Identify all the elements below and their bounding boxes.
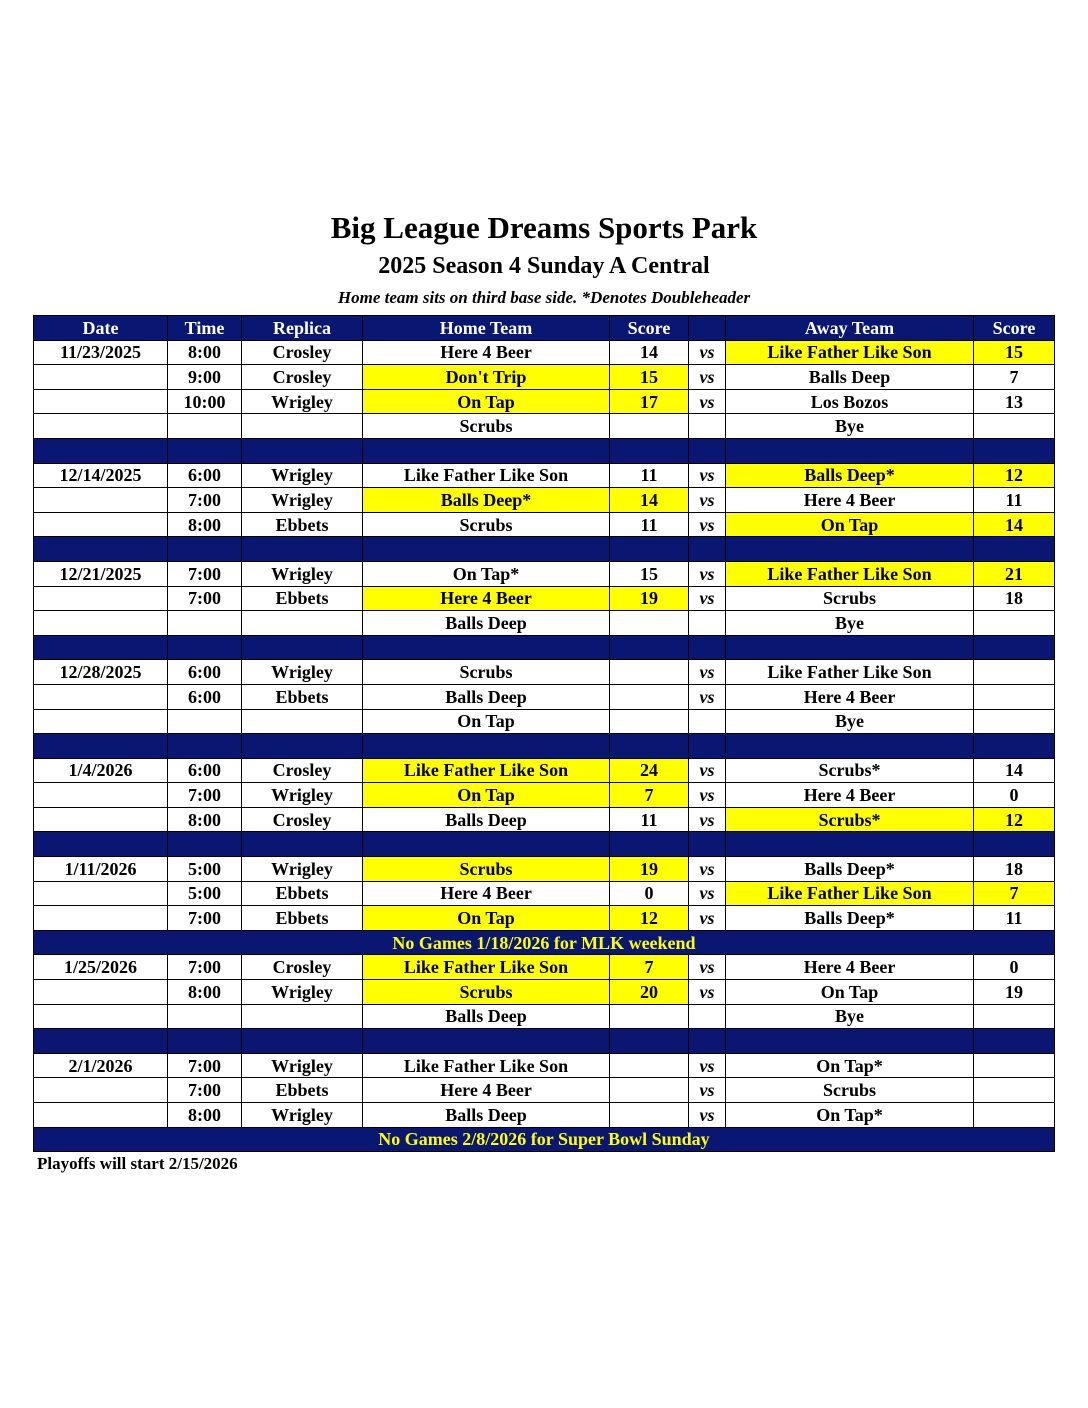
away-score-cell bbox=[974, 684, 1055, 709]
away-team-cell: Like Father Like Son bbox=[726, 561, 974, 586]
home-team-cell: Scrubs bbox=[363, 512, 610, 537]
game-row bbox=[34, 1078, 1055, 1103]
vs-cell: vs bbox=[689, 586, 726, 611]
game-row bbox=[34, 1053, 1055, 1078]
home-team-cell: Balls Deep bbox=[363, 1004, 610, 1029]
separator-cell bbox=[363, 1029, 610, 1054]
date-cell bbox=[34, 611, 168, 636]
away-score-cell bbox=[974, 709, 1055, 734]
home-score-cell bbox=[610, 414, 689, 439]
vs-cell: vs bbox=[689, 1053, 726, 1078]
away-team-cell: Bye bbox=[726, 611, 974, 636]
separator-cell bbox=[974, 438, 1055, 463]
col-vs bbox=[689, 316, 726, 341]
away-team-cell: Bye bbox=[726, 709, 974, 734]
separator-cell bbox=[242, 1029, 363, 1054]
separator-cell bbox=[242, 438, 363, 463]
game-row bbox=[34, 758, 1055, 783]
game-row bbox=[34, 955, 1055, 980]
vs-cell: vs bbox=[689, 512, 726, 537]
header-note: Home team sits on third base side. *Denotes Doubleheader bbox=[337, 288, 751, 307]
home-score-cell: 17 bbox=[610, 389, 689, 414]
away-score-cell: 7 bbox=[974, 365, 1055, 390]
separator-cell bbox=[689, 1029, 726, 1054]
date-cell bbox=[34, 1004, 168, 1029]
vs-cell: vs bbox=[689, 857, 726, 882]
separator-cell bbox=[168, 635, 242, 660]
away-score-cell: 15 bbox=[974, 340, 1055, 365]
vs-cell bbox=[689, 1004, 726, 1029]
date-cell: 12/21/2025 bbox=[34, 561, 168, 586]
date-cell bbox=[34, 512, 168, 537]
time-cell bbox=[168, 709, 242, 734]
time-cell bbox=[168, 414, 242, 439]
away-score-cell bbox=[974, 1078, 1055, 1103]
separator-cell bbox=[974, 537, 1055, 562]
vs-cell: vs bbox=[689, 660, 726, 685]
home-score-cell: 24 bbox=[610, 758, 689, 783]
home-score-cell bbox=[610, 1078, 689, 1103]
game-row bbox=[34, 807, 1055, 832]
time-cell: 10:00 bbox=[168, 389, 242, 414]
separator-cell bbox=[726, 832, 974, 857]
away-team-cell: Bye bbox=[726, 414, 974, 439]
time-cell bbox=[168, 1004, 242, 1029]
home-score-cell bbox=[610, 1103, 689, 1128]
replica-cell: Crosley bbox=[242, 807, 363, 832]
separator-cell bbox=[689, 832, 726, 857]
no-games-banner-row bbox=[34, 930, 1055, 955]
home-team-cell: Balls Deep* bbox=[363, 488, 610, 513]
home-score-cell: 11 bbox=[610, 512, 689, 537]
time-cell: 6:00 bbox=[168, 660, 242, 685]
separator-cell bbox=[242, 832, 363, 857]
away-score-cell: 0 bbox=[974, 955, 1055, 980]
game-row bbox=[34, 857, 1055, 882]
away-team-cell: Balls Deep* bbox=[726, 906, 974, 931]
separator-cell bbox=[242, 635, 363, 660]
replica-cell: Ebbets bbox=[242, 881, 363, 906]
away-score-cell bbox=[974, 660, 1055, 685]
separator-cell bbox=[610, 1029, 689, 1054]
game-row bbox=[34, 414, 1055, 439]
separator-cell bbox=[610, 734, 689, 759]
schedule-table bbox=[33, 315, 1055, 1152]
time-cell: 8:00 bbox=[168, 512, 242, 537]
no-games-banner: No Games 2/8/2026 for Super Bowl Sunday bbox=[34, 1127, 1055, 1152]
date-cell bbox=[34, 684, 168, 709]
separator-cell bbox=[610, 832, 689, 857]
separator-cell bbox=[689, 635, 726, 660]
replica-cell: Crosley bbox=[242, 365, 363, 390]
separator-cell bbox=[363, 734, 610, 759]
page-title: Big League Dreams Sports Park bbox=[330, 210, 758, 245]
home-team-cell: On Tap* bbox=[363, 561, 610, 586]
vs-cell: vs bbox=[689, 389, 726, 414]
col-date: Date bbox=[34, 316, 168, 341]
home-team-cell: Balls Deep bbox=[363, 611, 610, 636]
home-score-cell bbox=[610, 684, 689, 709]
replica-cell: Ebbets bbox=[242, 512, 363, 537]
time-cell: 7:00 bbox=[168, 586, 242, 611]
game-row bbox=[34, 980, 1055, 1005]
vs-cell: vs bbox=[689, 365, 726, 390]
replica-cell: Wrigley bbox=[242, 561, 363, 586]
time-cell: 7:00 bbox=[168, 906, 242, 931]
date-cell bbox=[34, 783, 168, 808]
replica-cell: Wrigley bbox=[242, 1103, 363, 1128]
time-cell: 8:00 bbox=[168, 980, 242, 1005]
no-games-banner: No Games 1/18/2026 for MLK weekend bbox=[34, 930, 1055, 955]
vs-cell: vs bbox=[689, 1103, 726, 1128]
time-cell: 5:00 bbox=[168, 857, 242, 882]
vs-cell: vs bbox=[689, 980, 726, 1005]
replica-cell: Wrigley bbox=[242, 488, 363, 513]
home-score-cell: 19 bbox=[610, 586, 689, 611]
away-score-cell: 19 bbox=[974, 980, 1055, 1005]
away-team-cell: Here 4 Beer bbox=[726, 488, 974, 513]
time-cell: 8:00 bbox=[168, 340, 242, 365]
vs-cell bbox=[689, 611, 726, 636]
separator-cell bbox=[363, 537, 610, 562]
separator-cell bbox=[726, 438, 974, 463]
game-row bbox=[34, 611, 1055, 636]
home-score-cell: 11 bbox=[610, 463, 689, 488]
vs-cell: vs bbox=[689, 1078, 726, 1103]
separator-cell bbox=[610, 537, 689, 562]
separator-cell bbox=[363, 635, 610, 660]
vs-cell: vs bbox=[689, 955, 726, 980]
home-team-cell: On Tap bbox=[363, 906, 610, 931]
home-team-cell: Scrubs bbox=[363, 980, 610, 1005]
home-team-cell: Like Father Like Son bbox=[363, 463, 610, 488]
separator-cell bbox=[974, 734, 1055, 759]
away-score-cell: 11 bbox=[974, 488, 1055, 513]
home-score-cell: 12 bbox=[610, 906, 689, 931]
home-team-cell: Here 4 Beer bbox=[363, 1078, 610, 1103]
time-cell bbox=[168, 611, 242, 636]
time-cell: 6:00 bbox=[168, 463, 242, 488]
away-score-cell bbox=[974, 1004, 1055, 1029]
replica-cell: Wrigley bbox=[242, 389, 363, 414]
separator-cell bbox=[34, 1029, 168, 1054]
replica-cell: Wrigley bbox=[242, 783, 363, 808]
away-team-cell: Like Father Like Son bbox=[726, 660, 974, 685]
game-row bbox=[34, 488, 1055, 513]
away-score-cell: 21 bbox=[974, 561, 1055, 586]
col-home-team: Home Team bbox=[363, 316, 610, 341]
replica-cell bbox=[242, 611, 363, 636]
home-score-cell bbox=[610, 611, 689, 636]
vs-cell: vs bbox=[689, 488, 726, 513]
schedule-body bbox=[34, 340, 1055, 1152]
replica-cell: Ebbets bbox=[242, 684, 363, 709]
date-cell bbox=[34, 1103, 168, 1128]
time-cell: 7:00 bbox=[168, 488, 242, 513]
away-score-cell: 7 bbox=[974, 881, 1055, 906]
away-team-cell: Here 4 Beer bbox=[726, 684, 974, 709]
col-away-score: Score bbox=[974, 316, 1055, 341]
vs-cell: vs bbox=[689, 463, 726, 488]
separator-cell bbox=[34, 635, 168, 660]
separator-cell bbox=[689, 537, 726, 562]
time-cell: 6:00 bbox=[168, 758, 242, 783]
home-score-cell: 15 bbox=[610, 365, 689, 390]
page-subtitle: 2025 Season 4 Sunday A Central bbox=[378, 253, 710, 279]
replica-cell: Crosley bbox=[242, 758, 363, 783]
home-team-cell: Balls Deep bbox=[363, 807, 610, 832]
away-score-cell bbox=[974, 611, 1055, 636]
game-row bbox=[34, 340, 1055, 365]
time-cell: 7:00 bbox=[168, 955, 242, 980]
separator-cell bbox=[726, 537, 974, 562]
home-score-cell: 14 bbox=[610, 340, 689, 365]
separator-cell bbox=[610, 635, 689, 660]
separator-cell bbox=[242, 537, 363, 562]
replica-cell: Ebbets bbox=[242, 1078, 363, 1103]
separator-cell bbox=[689, 438, 726, 463]
separator-cell bbox=[974, 1029, 1055, 1054]
game-row bbox=[34, 586, 1055, 611]
away-team-cell: On Tap bbox=[726, 512, 974, 537]
game-row bbox=[34, 512, 1055, 537]
home-score-cell bbox=[610, 709, 689, 734]
separator-cell bbox=[726, 734, 974, 759]
separator-cell bbox=[168, 734, 242, 759]
vs-cell: vs bbox=[689, 684, 726, 709]
away-team-cell: On Tap bbox=[726, 980, 974, 1005]
separator-cell bbox=[363, 832, 610, 857]
game-row bbox=[34, 1103, 1055, 1128]
date-cell bbox=[34, 1078, 168, 1103]
away-team-cell: Los Bozos bbox=[726, 389, 974, 414]
separator-cell bbox=[242, 734, 363, 759]
date-cell bbox=[34, 980, 168, 1005]
replica-cell: Wrigley bbox=[242, 660, 363, 685]
home-team-cell: Balls Deep bbox=[363, 1103, 610, 1128]
separator-cell bbox=[726, 1029, 974, 1054]
date-cell: 1/25/2026 bbox=[34, 955, 168, 980]
date-cell bbox=[34, 881, 168, 906]
date-cell: 1/4/2026 bbox=[34, 758, 168, 783]
away-team-cell: Scrubs* bbox=[726, 758, 974, 783]
away-score-cell bbox=[974, 1053, 1055, 1078]
col-replica: Replica bbox=[242, 316, 363, 341]
replica-cell bbox=[242, 1004, 363, 1029]
away-team-cell: Balls Deep* bbox=[726, 463, 974, 488]
game-row bbox=[34, 709, 1055, 734]
game-row bbox=[34, 1004, 1055, 1029]
time-cell: 7:00 bbox=[168, 561, 242, 586]
col-home-score: Score bbox=[610, 316, 689, 341]
game-row bbox=[34, 783, 1055, 808]
replica-cell: Wrigley bbox=[242, 463, 363, 488]
away-team-cell: Scrubs* bbox=[726, 807, 974, 832]
away-team-cell: Balls Deep bbox=[726, 365, 974, 390]
home-team-cell: Here 4 Beer bbox=[363, 881, 610, 906]
time-cell: 7:00 bbox=[168, 1078, 242, 1103]
home-team-cell: Like Father Like Son bbox=[363, 955, 610, 980]
home-score-cell: 7 bbox=[610, 955, 689, 980]
home-team-cell: Like Father Like Son bbox=[363, 1053, 610, 1078]
home-team-cell: Scrubs bbox=[363, 414, 610, 439]
time-cell: 9:00 bbox=[168, 365, 242, 390]
home-team-cell: Balls Deep bbox=[363, 684, 610, 709]
date-cell: 2/1/2026 bbox=[34, 1053, 168, 1078]
separator-row bbox=[34, 537, 1055, 562]
home-score-cell: 15 bbox=[610, 561, 689, 586]
away-score-cell bbox=[974, 414, 1055, 439]
separator-cell bbox=[974, 832, 1055, 857]
time-cell: 7:00 bbox=[168, 1053, 242, 1078]
separator-row bbox=[34, 1029, 1055, 1054]
game-row bbox=[34, 389, 1055, 414]
home-team-cell: On Tap bbox=[363, 783, 610, 808]
date-cell bbox=[34, 807, 168, 832]
away-team-cell: Here 4 Beer bbox=[726, 955, 974, 980]
home-team-cell: On Tap bbox=[363, 709, 610, 734]
away-score-cell bbox=[974, 1103, 1055, 1128]
away-team-cell: Scrubs bbox=[726, 586, 974, 611]
separator-row bbox=[34, 438, 1055, 463]
home-team-cell: Scrubs bbox=[363, 857, 610, 882]
home-team-cell: Here 4 Beer bbox=[363, 340, 610, 365]
date-cell: 1/11/2026 bbox=[34, 857, 168, 882]
date-cell bbox=[34, 906, 168, 931]
no-games-banner-row bbox=[34, 1127, 1055, 1152]
home-team-cell: Don't Trip bbox=[363, 365, 610, 390]
date-cell: 12/28/2025 bbox=[34, 660, 168, 685]
separator-cell bbox=[363, 438, 610, 463]
home-score-cell: 11 bbox=[610, 807, 689, 832]
home-score-cell: 19 bbox=[610, 857, 689, 882]
home-team-cell: Scrubs bbox=[363, 660, 610, 685]
separator-cell bbox=[689, 734, 726, 759]
away-team-cell: Like Father Like Son bbox=[726, 881, 974, 906]
date-cell bbox=[34, 586, 168, 611]
replica-cell bbox=[242, 414, 363, 439]
separator-cell bbox=[168, 832, 242, 857]
away-team-cell: On Tap* bbox=[726, 1053, 974, 1078]
home-team-cell: Here 4 Beer bbox=[363, 586, 610, 611]
separator-cell bbox=[168, 1029, 242, 1054]
game-row bbox=[34, 881, 1055, 906]
game-row bbox=[34, 660, 1055, 685]
col-away-team: Away Team bbox=[726, 316, 974, 341]
date-cell bbox=[34, 389, 168, 414]
vs-cell: vs bbox=[689, 783, 726, 808]
home-team-cell: Like Father Like Son bbox=[363, 758, 610, 783]
away-score-cell: 11 bbox=[974, 906, 1055, 931]
game-row bbox=[34, 463, 1055, 488]
vs-cell: vs bbox=[689, 881, 726, 906]
away-score-cell: 14 bbox=[974, 758, 1055, 783]
date-cell: 11/23/2025 bbox=[34, 340, 168, 365]
away-team-cell: Balls Deep* bbox=[726, 857, 974, 882]
separator-cell bbox=[610, 438, 689, 463]
separator-cell bbox=[34, 537, 168, 562]
away-score-cell: 18 bbox=[974, 586, 1055, 611]
replica-cell: Wrigley bbox=[242, 857, 363, 882]
time-cell: 8:00 bbox=[168, 1103, 242, 1128]
date-cell bbox=[34, 414, 168, 439]
away-score-cell: 12 bbox=[974, 807, 1055, 832]
replica-cell: Wrigley bbox=[242, 1053, 363, 1078]
away-team-cell: Bye bbox=[726, 1004, 974, 1029]
replica-cell: Ebbets bbox=[242, 586, 363, 611]
home-score-cell: 20 bbox=[610, 980, 689, 1005]
time-cell: 5:00 bbox=[168, 881, 242, 906]
separator-cell bbox=[34, 832, 168, 857]
replica-cell: Ebbets bbox=[242, 906, 363, 931]
date-cell bbox=[34, 488, 168, 513]
vs-cell: vs bbox=[689, 906, 726, 931]
away-score-cell: 18 bbox=[974, 857, 1055, 882]
time-cell: 8:00 bbox=[168, 807, 242, 832]
away-team-cell: On Tap* bbox=[726, 1103, 974, 1128]
separator-row bbox=[34, 635, 1055, 660]
time-cell: 6:00 bbox=[168, 684, 242, 709]
col-time: Time bbox=[168, 316, 242, 341]
playoffs-note: Playoffs will start 2/15/2026 bbox=[37, 1154, 238, 1173]
time-cell: 7:00 bbox=[168, 783, 242, 808]
away-team-cell: Scrubs bbox=[726, 1078, 974, 1103]
replica-cell: Crosley bbox=[242, 340, 363, 365]
separator-cell bbox=[168, 438, 242, 463]
away-score-cell: 12 bbox=[974, 463, 1055, 488]
separator-cell bbox=[34, 438, 168, 463]
home-score-cell: 0 bbox=[610, 881, 689, 906]
away-score-cell: 0 bbox=[974, 783, 1055, 808]
separator-cell bbox=[34, 734, 168, 759]
separator-cell bbox=[168, 537, 242, 562]
game-row bbox=[34, 365, 1055, 390]
date-cell bbox=[34, 365, 168, 390]
date-cell: 12/14/2025 bbox=[34, 463, 168, 488]
away-score-cell: 13 bbox=[974, 389, 1055, 414]
date-cell bbox=[34, 709, 168, 734]
home-score-cell: 7 bbox=[610, 783, 689, 808]
vs-cell: vs bbox=[689, 340, 726, 365]
home-score-cell bbox=[610, 660, 689, 685]
vs-cell: vs bbox=[689, 758, 726, 783]
game-row bbox=[34, 561, 1055, 586]
home-score-cell bbox=[610, 1004, 689, 1029]
home-team-cell: On Tap bbox=[363, 389, 610, 414]
away-score-cell: 14 bbox=[974, 512, 1055, 537]
header-row bbox=[34, 316, 1055, 341]
separator-row bbox=[34, 734, 1055, 759]
game-row bbox=[34, 684, 1055, 709]
vs-cell: vs bbox=[689, 561, 726, 586]
away-team-cell: Like Father Like Son bbox=[726, 340, 974, 365]
replica-cell bbox=[242, 709, 363, 734]
separator-cell bbox=[974, 635, 1055, 660]
replica-cell: Crosley bbox=[242, 955, 363, 980]
vs-cell bbox=[689, 709, 726, 734]
game-row bbox=[34, 906, 1055, 931]
replica-cell: Wrigley bbox=[242, 980, 363, 1005]
separator-cell bbox=[726, 635, 974, 660]
home-score-cell bbox=[610, 1053, 689, 1078]
vs-cell: vs bbox=[689, 807, 726, 832]
home-score-cell: 14 bbox=[610, 488, 689, 513]
separator-row bbox=[34, 832, 1055, 857]
away-team-cell: Here 4 Beer bbox=[726, 783, 974, 808]
vs-cell bbox=[689, 414, 726, 439]
